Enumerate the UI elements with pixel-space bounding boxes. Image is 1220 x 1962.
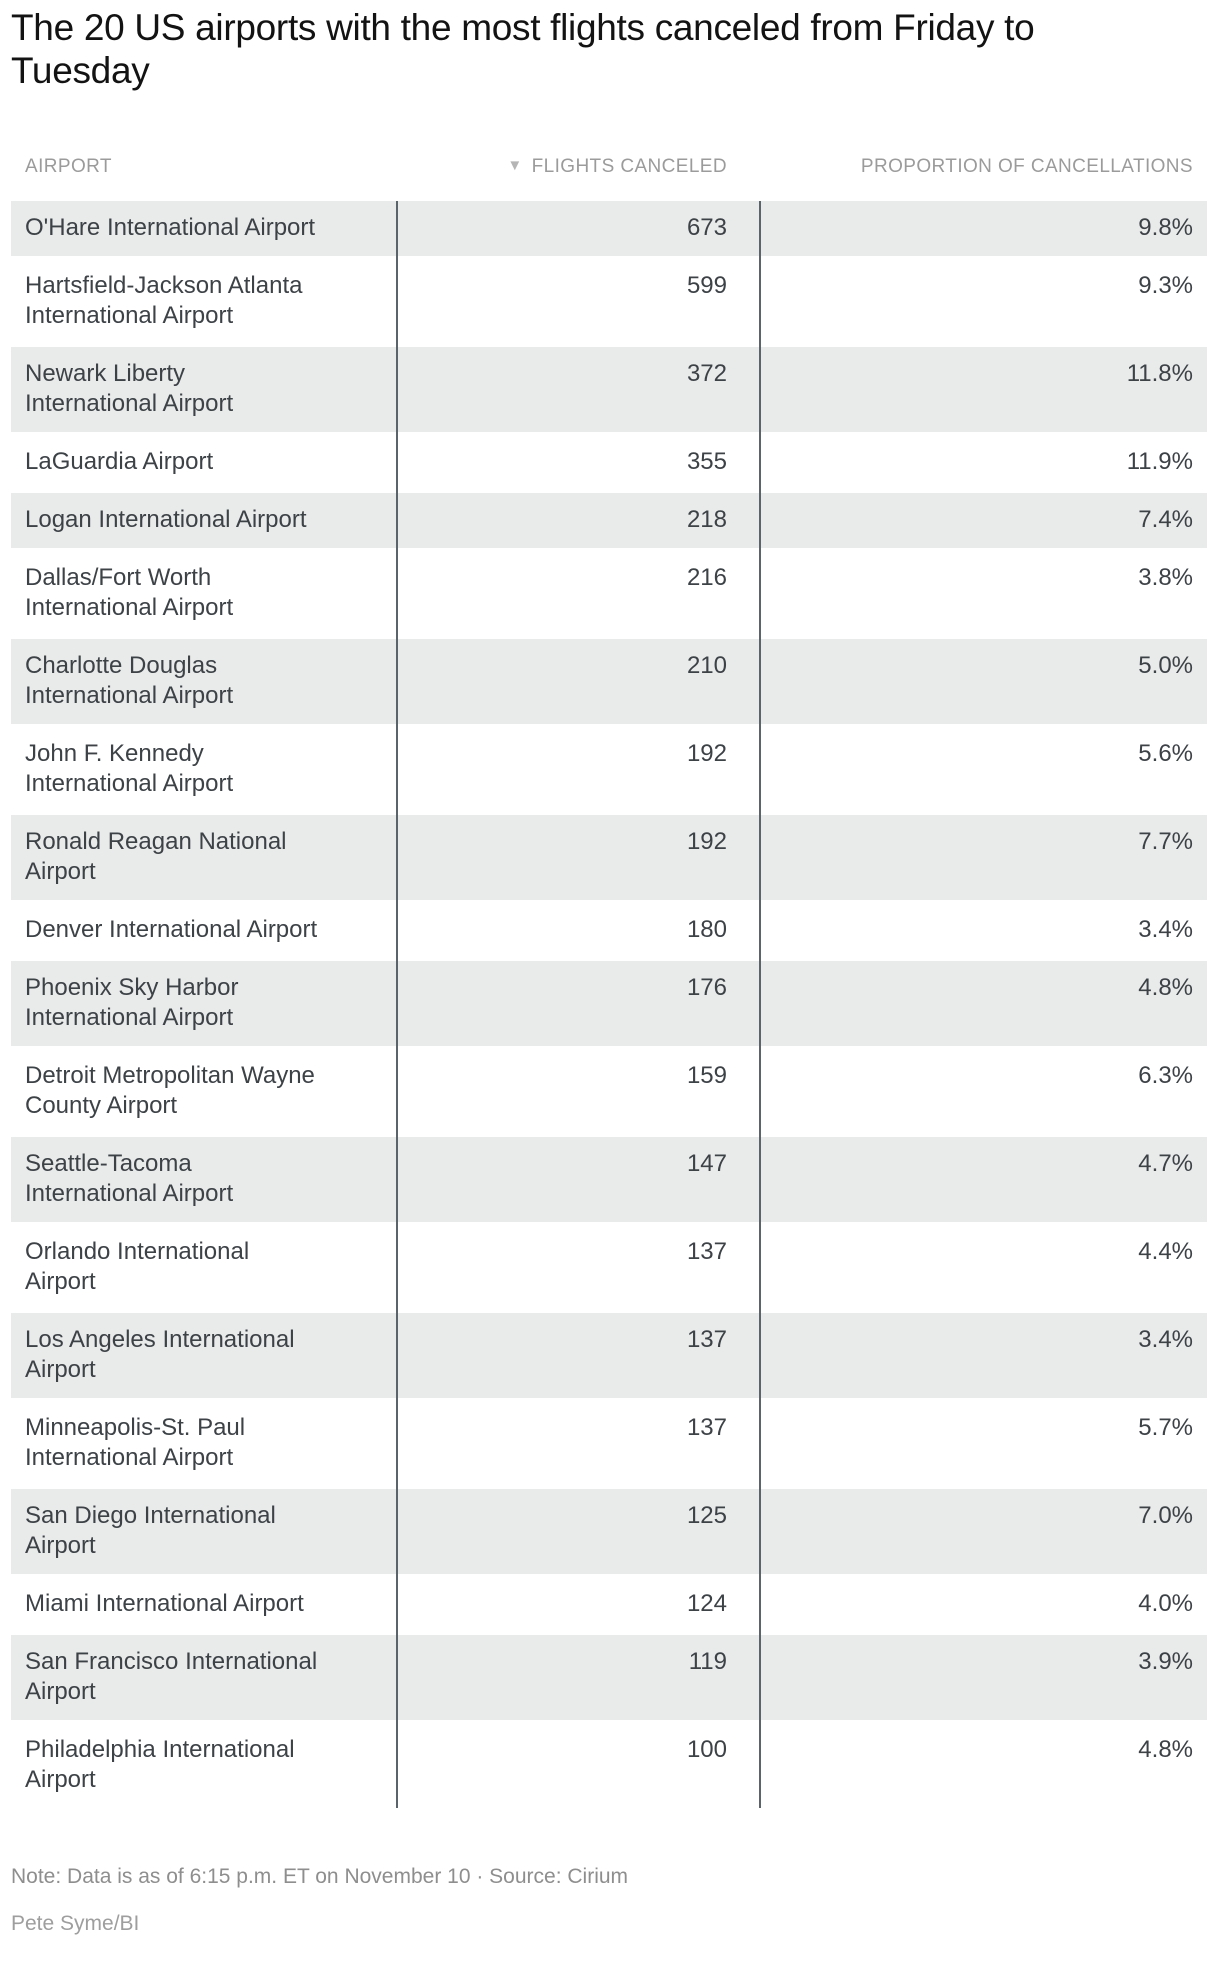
proportion-cell: 6.3% bbox=[1138, 1062, 1193, 1089]
table-row bbox=[11, 1577, 1207, 1632]
table-row bbox=[11, 201, 1207, 256]
proportion-cell: 9.8% bbox=[1138, 214, 1193, 241]
airport-name-cell: Logan International Airport bbox=[25, 506, 307, 533]
table-row bbox=[11, 1137, 1207, 1222]
table-row bbox=[11, 815, 1207, 900]
flights-canceled-cell: 147 bbox=[686, 1150, 727, 1177]
flights-canceled-cell: 210 bbox=[686, 652, 727, 679]
table-row bbox=[11, 1313, 1207, 1398]
proportion-cell: 3.8% bbox=[1138, 564, 1193, 591]
proportion-cell: 3.4% bbox=[1138, 916, 1193, 943]
flights-canceled-cell: 355 bbox=[686, 448, 727, 475]
flights-canceled-cell: 599 bbox=[686, 272, 727, 299]
column-header-flights-canceled-label: FLIGHTS CANCELED bbox=[531, 156, 727, 177]
table-header bbox=[11, 156, 1207, 179]
airport-name-cell: O'Hare International Airport bbox=[25, 214, 316, 241]
flights-canceled-cell: 100 bbox=[686, 1736, 727, 1763]
flights-canceled-cell: 673 bbox=[686, 214, 727, 241]
proportion-cell: 4.7% bbox=[1138, 1150, 1193, 1177]
flights-canceled-cell: 192 bbox=[686, 828, 727, 855]
table-body bbox=[11, 201, 1207, 1808]
airport-name-cell: Seattle-Tacoma International Airport bbox=[25, 1150, 234, 1207]
column-header-airport[interactable]: AIRPORT bbox=[25, 156, 112, 177]
table-row bbox=[11, 1723, 1207, 1808]
sort-descending-icon: ▼ bbox=[507, 157, 523, 174]
proportion-cell: 5.7% bbox=[1138, 1414, 1193, 1441]
table-row bbox=[11, 551, 1207, 636]
proportion-cell: 4.8% bbox=[1138, 974, 1193, 1001]
airport-name-cell: Hartsfield-Jackson Atlanta International Airport bbox=[25, 272, 303, 329]
proportion-cell: 3.9% bbox=[1138, 1648, 1193, 1675]
flights-canceled-cell: 180 bbox=[686, 916, 727, 943]
proportion-cell: 11.8% bbox=[1126, 360, 1193, 387]
table-row bbox=[11, 1049, 1207, 1134]
column-header-proportion-of-cancellations[interactable]: PROPORTION OF CANCELLATIONS bbox=[860, 156, 1193, 177]
table-row bbox=[11, 493, 1207, 548]
flights-canceled-cell: 192 bbox=[686, 740, 727, 767]
proportion-cell: 7.7% bbox=[1138, 828, 1193, 855]
airport-name-cell: Phoenix Sky Harbor International Airport bbox=[25, 974, 239, 1031]
table-row bbox=[11, 727, 1207, 812]
table-row bbox=[11, 1401, 1207, 1486]
airport-name-cell: Orlando International Airport bbox=[25, 1238, 250, 1295]
flights-canceled-cell: 216 bbox=[686, 564, 727, 591]
airport-name-cell: Newark Liberty International Airport bbox=[25, 360, 234, 417]
airport-name-cell: Dallas/Fort Worth International Airport bbox=[25, 564, 234, 621]
airport-name-cell: San Francisco International Airport bbox=[25, 1648, 318, 1705]
flights-canceled-cell: 137 bbox=[686, 1238, 727, 1265]
proportion-cell: 5.6% bbox=[1138, 740, 1193, 767]
proportion-cell: 4.8% bbox=[1138, 1736, 1193, 1763]
table-row bbox=[11, 903, 1207, 958]
table-row bbox=[11, 259, 1207, 344]
flights-canceled-cell: 137 bbox=[686, 1326, 727, 1353]
table-row bbox=[11, 1489, 1207, 1574]
flights-canceled-cell: 159 bbox=[686, 1062, 727, 1089]
table-row bbox=[11, 1635, 1207, 1720]
flights-canceled-cell: 372 bbox=[686, 360, 727, 387]
cancellations-table-graphic bbox=[0, 6, 1207, 1937]
airport-name-cell: Minneapolis-St. Paul International Airport bbox=[25, 1414, 246, 1471]
flights-canceled-cell: 137 bbox=[686, 1414, 727, 1441]
flights-canceled-cell: 218 bbox=[686, 506, 727, 533]
airport-name-cell: LaGuardia Airport bbox=[25, 448, 214, 475]
airport-name-cell: Denver International Airport bbox=[25, 916, 318, 943]
proportion-cell: 9.3% bbox=[1138, 272, 1193, 299]
airport-name-cell: Miami International Airport bbox=[25, 1590, 304, 1617]
flights-canceled-cell: 125 bbox=[686, 1502, 727, 1529]
column-divider-1 bbox=[396, 201, 398, 1808]
airport-name-cell: Ronald Reagan National Airport bbox=[25, 828, 287, 885]
airport-name-cell: Detroit Metropolitan Wayne County Airport bbox=[25, 1062, 315, 1119]
proportion-cell: 5.0% bbox=[1138, 652, 1193, 679]
proportion-cell: 4.0% bbox=[1138, 1590, 1193, 1617]
proportion-cell: 11.9% bbox=[1126, 448, 1193, 475]
table-row bbox=[11, 1225, 1207, 1310]
flights-canceled-cell: 124 bbox=[686, 1590, 727, 1617]
proportion-cell: 3.4% bbox=[1138, 1326, 1193, 1353]
proportion-cell: 7.4% bbox=[1138, 506, 1193, 533]
flights-canceled-cell: 119 bbox=[688, 1648, 727, 1675]
table-row bbox=[11, 347, 1207, 432]
table-row bbox=[11, 961, 1207, 1046]
source-note: Note: Data is as of 6:15 p.m. ET on November 10 · Source: Cirium bbox=[11, 1865, 629, 1888]
byline: Pete Syme/BI bbox=[11, 1912, 140, 1935]
airport-name-cell: John F. Kennedy International Airport bbox=[25, 740, 234, 797]
column-divider-2 bbox=[759, 201, 761, 1808]
flights-canceled-cell: 176 bbox=[686, 974, 727, 1001]
airport-name-cell: Charlotte Douglas International Airport bbox=[25, 652, 234, 709]
proportion-cell: 4.4% bbox=[1138, 1238, 1193, 1265]
airport-name-cell: Philadelphia International Airport bbox=[25, 1736, 295, 1793]
airport-name-cell: San Diego International Airport bbox=[25, 1502, 276, 1559]
table-row bbox=[11, 639, 1207, 724]
table-row bbox=[11, 435, 1207, 490]
page-title: The 20 US airports with the most flights canceled from Friday to Tuesday bbox=[11, 7, 1035, 91]
proportion-cell: 7.0% bbox=[1138, 1502, 1193, 1529]
column-header-flights-canceled[interactable] bbox=[397, 156, 760, 179]
airport-name-cell: Los Angeles International Airport bbox=[25, 1326, 295, 1383]
